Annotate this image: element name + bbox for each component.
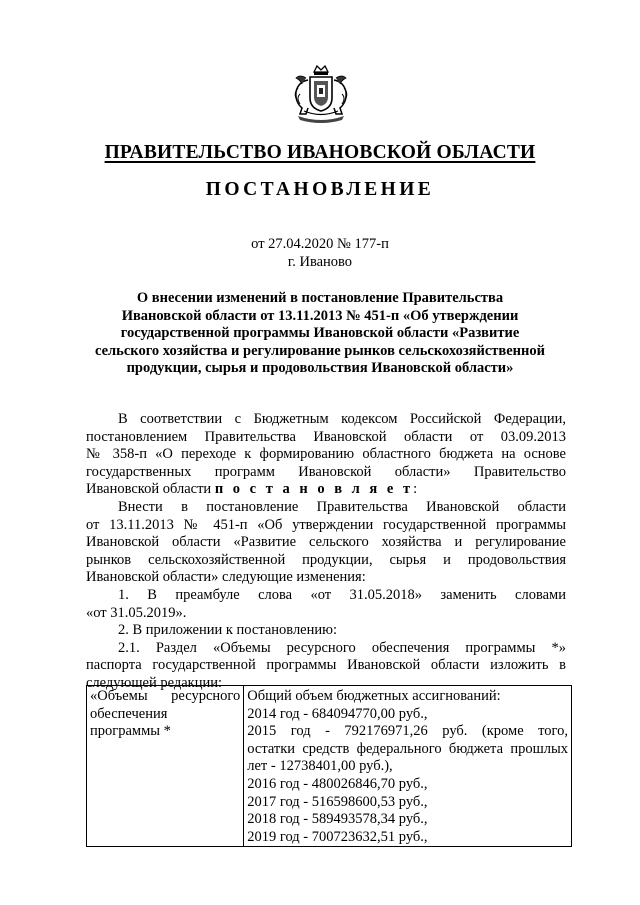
cell-line: обеспечения bbox=[90, 705, 168, 722]
resolution-heading bbox=[95, 290, 545, 378]
cell-line: «Объемы ресурсного bbox=[90, 688, 241, 704]
body-text: : bbox=[413, 481, 418, 498]
table-cell-label bbox=[87, 686, 244, 847]
body-line: от 13.11.2013 № 451-п «Об утверждении государственной программы bbox=[86, 516, 566, 533]
body-line: Ивановской области» следующие изменения: bbox=[86, 569, 366, 586]
body-line: 1. В преамбуле слова «от 31.05.2018» заменить словами bbox=[118, 586, 566, 603]
body-text: Ивановской области bbox=[86, 481, 215, 498]
body-line: 2. В приложении к постановлению: bbox=[118, 622, 338, 639]
cell-line: 2015 год - 792176971,26 руб. (кроме того, bbox=[247, 723, 568, 740]
body-line: рынков сельскохозяйственной продукции, сырья и продовольствия bbox=[86, 551, 566, 568]
heading-line: государственной программы Ивановской области «Развитие bbox=[120, 325, 520, 342]
cell-line: 2014 год - 684094770,00 руб., bbox=[247, 705, 428, 722]
document-type: ПОСТАНОВЛЕНИЕ bbox=[205, 179, 435, 200]
body-line: № 358-п «О переходе к формированию областного бюджета на основе bbox=[86, 446, 566, 463]
body-line: В соответствии с Бюджетным кодексом Российской Федерации, bbox=[118, 411, 566, 427]
body-line: государственных программ Ивановской области» Правительство bbox=[86, 463, 566, 480]
date-number: от 27.04.2020 № 177-п bbox=[251, 236, 389, 252]
cell-line: программы * bbox=[90, 723, 171, 740]
cell-line: 2019 год - 700723632,51 руб., bbox=[247, 828, 428, 845]
body-line: Ивановской области «Развитие сельского хозяйства и регулирование bbox=[86, 534, 566, 551]
city: г. Иваново bbox=[287, 254, 353, 270]
resolves-word: п о с т а н о в л я е т bbox=[214, 481, 414, 498]
cell-line: 2018 год - 589493578,34 руб., bbox=[247, 811, 428, 828]
body-line: 2.1. Раздел «Объемы ресурсного обеспечения программы *» bbox=[118, 639, 566, 656]
body-line: «от 31.05.2019». bbox=[86, 604, 187, 621]
heading-line: сельского хозяйства и регулирование рынков сельскохозяйственной bbox=[95, 342, 545, 359]
body-line bbox=[86, 481, 566, 499]
coat-of-arms-icon bbox=[288, 64, 354, 126]
cell-line: лет - 12738401,00 руб.), bbox=[247, 758, 393, 775]
government-title: ПРАВИТЕЛЬСТВО ИВАНОВСКОЙ ОБЛАСТИ bbox=[104, 142, 536, 163]
heading-line: Ивановской области от 13.11.2013 № 451-п «Об утверждении bbox=[121, 307, 519, 324]
cell-line: Общий объем бюджетных ассигнований: bbox=[247, 688, 501, 704]
cell-line: остатки средств федерального бюджета прошлых bbox=[247, 740, 568, 757]
resource-table bbox=[86, 685, 572, 847]
body-line: следующей редакции: bbox=[86, 674, 223, 691]
heading-line: продукции, сырья и продовольствия Ивановской области» bbox=[126, 360, 514, 377]
table-row bbox=[87, 686, 572, 847]
heading-line: О внесении изменений в постановление Правительства bbox=[136, 290, 504, 306]
table-cell-values bbox=[244, 686, 572, 847]
cell-line: 2017 год - 516598600,53 руб., bbox=[247, 793, 428, 810]
document-body bbox=[86, 411, 566, 693]
body-line: Внести в постановление Правительства Ивановской области bbox=[118, 498, 566, 515]
cell-line: 2016 год - 480026846,70 руб., bbox=[247, 775, 428, 792]
body-line: постановлением Правительства Ивановской области от 03.09.2013 bbox=[86, 428, 566, 445]
body-line: паспорта государственной программы Ивановской области изложить в bbox=[86, 657, 566, 674]
